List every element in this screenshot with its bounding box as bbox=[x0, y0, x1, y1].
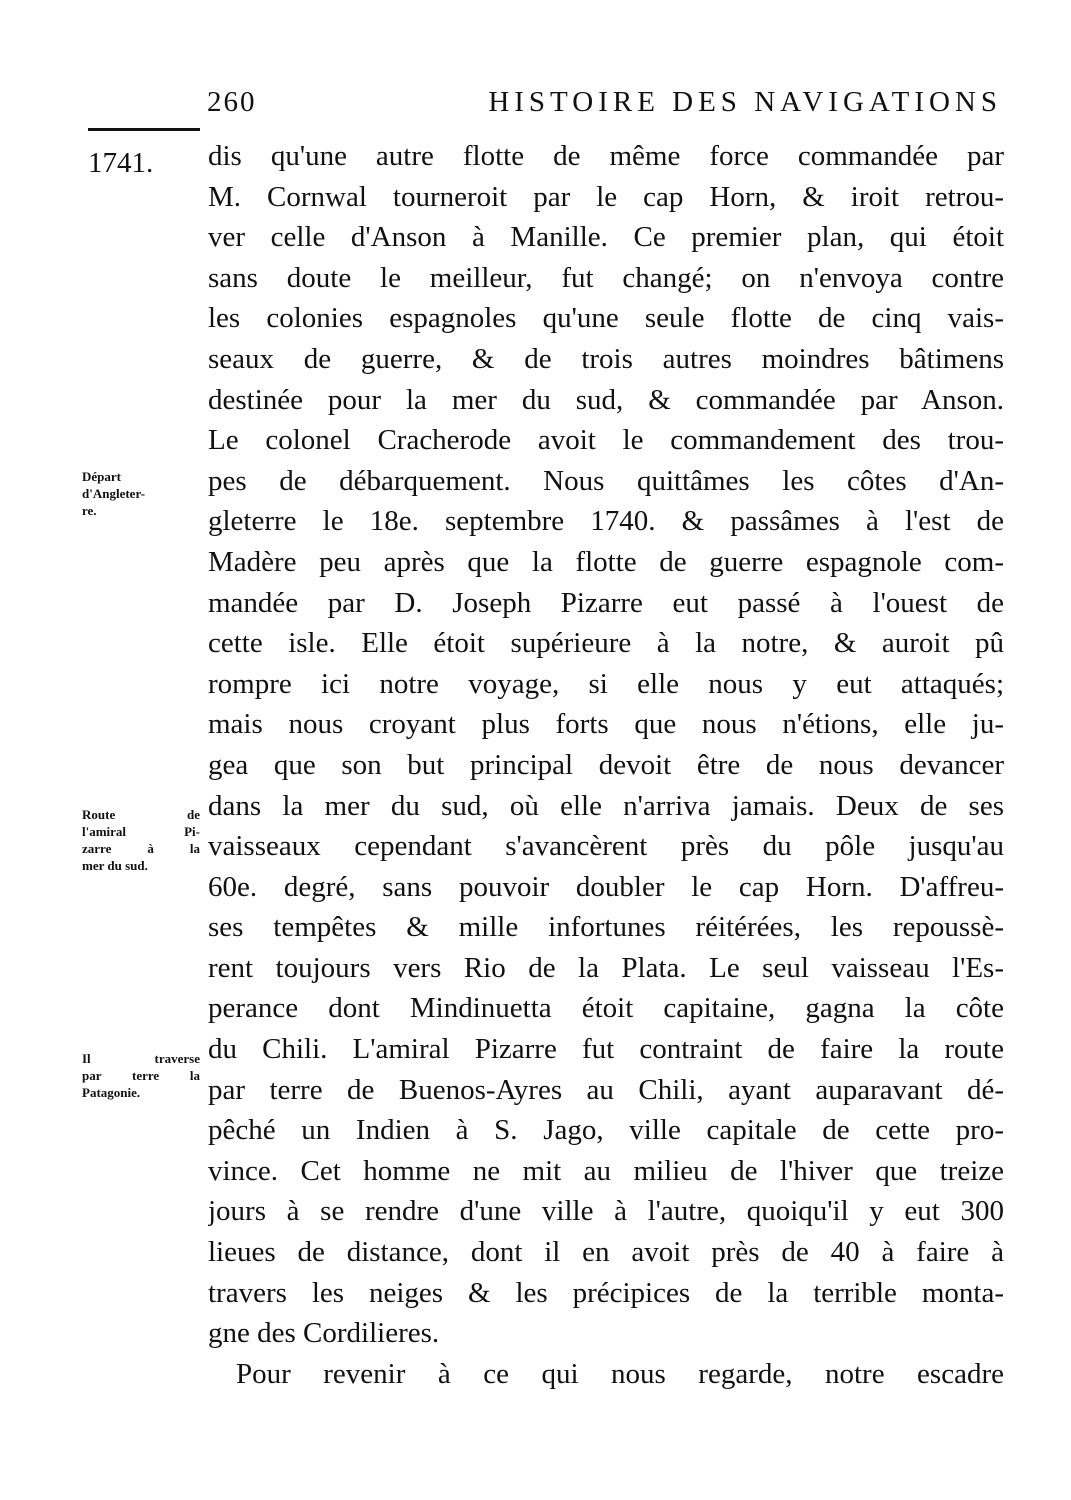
text-line: pes de débarquement. Nous quittâmes les côtes d'An- bbox=[208, 464, 1004, 497]
text-line: vince. Cet homme ne mit au milieu de l'hiver que treize bbox=[208, 1154, 1004, 1187]
text-line: vaisseaux cependant s'avancèrent près du pôle jusqu'au bbox=[208, 830, 1004, 863]
text-line: pêché un Indien à S. Jago, ville capitale de cette pro- bbox=[208, 1114, 1004, 1147]
text-line: du Chili. L'amiral Pizarre fut contraint de faire la route bbox=[208, 1033, 1004, 1066]
text-line: rompre ici notre voyage, si elle nous y eut attaqués; bbox=[208, 667, 1004, 700]
text-line: mandée par D. Joseph Pizarre eut passé à l'ouest de bbox=[208, 586, 1004, 619]
text-line: Pour revenir à ce qui nous regarde, notre escadre bbox=[236, 1357, 1004, 1390]
body-text bbox=[208, 136, 1004, 1394]
margin-note-line: Route de bbox=[82, 807, 200, 822]
text-line: gleterre le 18e. septembre 1740. & passâmes à l'est de bbox=[208, 505, 1004, 538]
text-line: ver celle d'Anson à Manille. Ce premier plan, qui étoit bbox=[208, 221, 1004, 254]
margin-note-line: zarre à la bbox=[82, 841, 200, 856]
text-line: lieues de distance, dont il en avoit près de 40 à faire à bbox=[208, 1236, 1004, 1269]
margin-note-line: Départ bbox=[82, 469, 121, 484]
text-line: par terre de Buenos-Ayres au Chili, ayant auparavant dé- bbox=[208, 1073, 1004, 1106]
text-line: Le colonel Cracherode avoit le commandement des trou- bbox=[208, 424, 1004, 457]
text-line: seaux de guerre, & de trois autres moindres bâtimens bbox=[208, 342, 1004, 375]
text-line: jours à se rendre d'une ville à l'autre, quoiqu'il y eut 300 bbox=[208, 1195, 1004, 1228]
text-line: travers les neiges & les précipices de la terrible monta- bbox=[208, 1276, 1004, 1309]
text-line: dis qu'une autre flotte de même force commandée par bbox=[208, 140, 1004, 172]
text-line: perance dont Mindinuetta étoit capitaine, gagna la côte bbox=[208, 992, 1004, 1025]
running-header bbox=[207, 82, 1002, 122]
margin-note-line: d'Angleter- bbox=[82, 486, 146, 501]
text-line: cette isle. Elle étoit supérieure à la notre, & auroit pû bbox=[208, 627, 1004, 660]
margin-note-line: l'amiral Pi- bbox=[82, 824, 200, 839]
text-line: dans la mer du sud, où elle n'arriva jamais. Deux de ses bbox=[208, 789, 1004, 822]
margin-year: 1741. bbox=[88, 147, 154, 179]
text-line: destinée pour la mer du sud, & commandée par Anson. bbox=[208, 383, 1004, 416]
header-rule bbox=[88, 128, 200, 131]
margin-note-depart bbox=[82, 468, 200, 519]
margin-note-line: Il traverse bbox=[82, 1051, 200, 1066]
text-line: les colonies espagnoles qu'une seule flotte de cinq vais- bbox=[208, 302, 1004, 335]
margin-note-line: Patagonie. bbox=[82, 1085, 141, 1100]
margin-note-line: re. bbox=[82, 503, 97, 518]
margin-note-line: mer du sud. bbox=[82, 858, 148, 873]
text-line: M. Cornwal tourneroit par le cap Horn, & iroit retrou- bbox=[208, 180, 1004, 213]
page-number: 260 bbox=[207, 85, 257, 118]
text-line: ses tempêtes & mille infortunes réitérées, les repoussè- bbox=[208, 911, 1004, 944]
text-line: rent toujours vers Rio de la Plata. Le seul vaisseau l'Es- bbox=[208, 951, 1004, 984]
text-line: Madère peu après que la flotte de guerre espagnole com- bbox=[208, 545, 1004, 578]
running-title: HISTOIRE DES NAVIGATIONS bbox=[488, 85, 1002, 118]
margin-note-patagonie bbox=[82, 1050, 200, 1101]
text-line: mais nous croyant plus forts que nous n'étions, elle ju- bbox=[208, 708, 1004, 741]
margin-note-line: par terre la bbox=[82, 1068, 200, 1083]
text-line: gea que son but principal devoit être de nous devancer bbox=[208, 748, 1004, 781]
margin-note-route bbox=[82, 806, 200, 874]
text-line: 60e. degré, sans pouvoir doubler le cap Horn. D'affreu- bbox=[208, 870, 1004, 903]
text-line: gne des Cordilieres. bbox=[208, 1317, 440, 1350]
text-line: sans doute le meilleur, fut changé; on n'envoya contre bbox=[208, 261, 1004, 294]
